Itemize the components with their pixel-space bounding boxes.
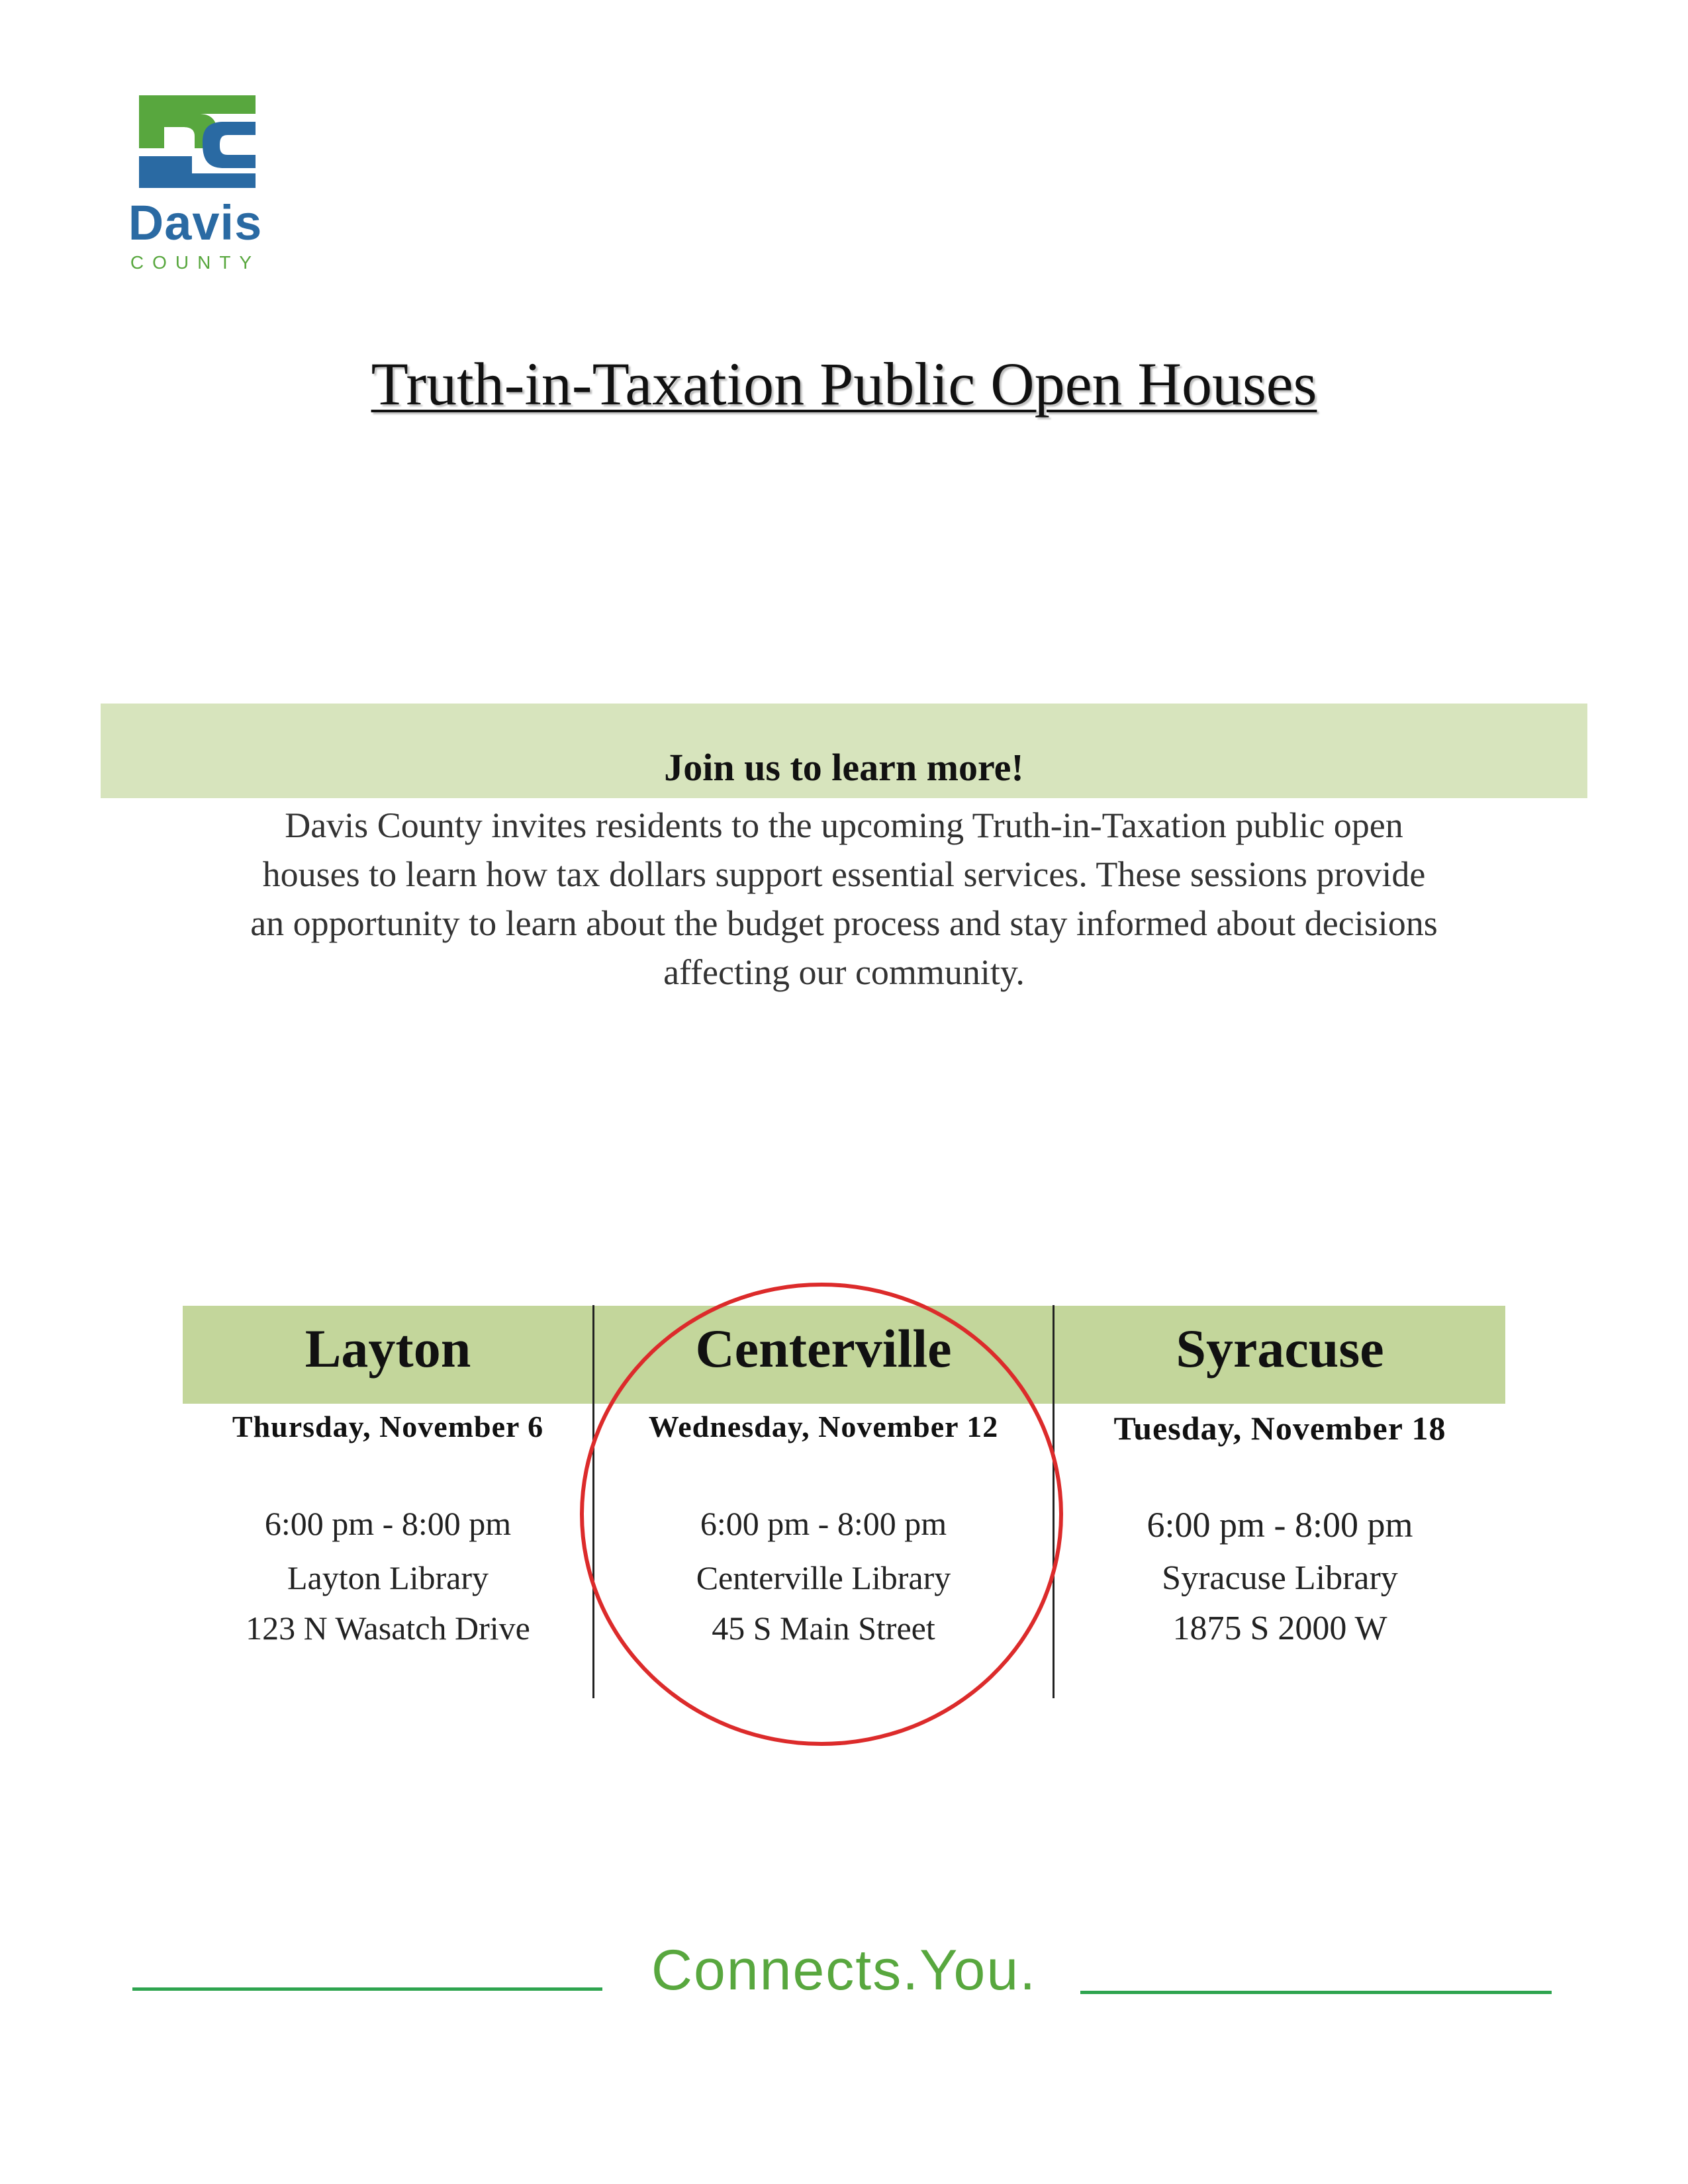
footer-line-left [132,1987,602,1991]
session-address: 1875 S 2000 W [1172,1610,1387,1647]
session-city: Centerville [695,1318,952,1379]
intro-heading: Join us to learn more! [664,746,1024,789]
intro-paragraph [152,801,1536,997]
session-day: Thursday, November 6 [232,1410,544,1443]
session-day: Wednesday, November 12 [648,1410,999,1443]
session-time: 6:00 pm - 8:00 pm [700,1505,947,1542]
intro-line: affecting our community. [663,952,1025,992]
footer-line-right [1080,1991,1552,1994]
intro-line: an opportunity to learn about the budget process and stay informed about decisions [250,903,1438,943]
session-address: 45 S Main Street [712,1610,935,1647]
session-time: 6:00 pm - 8:00 pm [1147,1505,1413,1545]
session-library: Layton Library [287,1559,489,1596]
logo-wordmark-county: COUNTY [130,252,261,273]
session-library: Syracuse Library [1162,1559,1398,1597]
session-time: 6:00 pm - 8:00 pm [264,1505,512,1542]
session-library: Centerville Library [696,1559,951,1596]
session-address: 123 N Wasatch Drive [246,1610,530,1647]
intro-line: houses to learn how tax dollars support essential services. These sessions provide [262,854,1426,894]
footer-tagline: Connects.You. [651,1938,1037,2002]
intro-line: Davis County invites residents to the upcoming Truth-in-Taxation public open [285,805,1403,845]
session-city: Layton [305,1318,471,1379]
davis-county-logo [113,93,278,278]
page-title: Truth-in-Taxation Public Open Houses [371,350,1317,418]
logo-wordmark-davis: Davis [128,195,263,250]
session-city: Syracuse [1176,1318,1384,1379]
session-day: Tuesday, November 18 [1113,1410,1446,1447]
davis-county-logo-mark [139,95,256,188]
highlight-circle [580,1283,1063,1746]
